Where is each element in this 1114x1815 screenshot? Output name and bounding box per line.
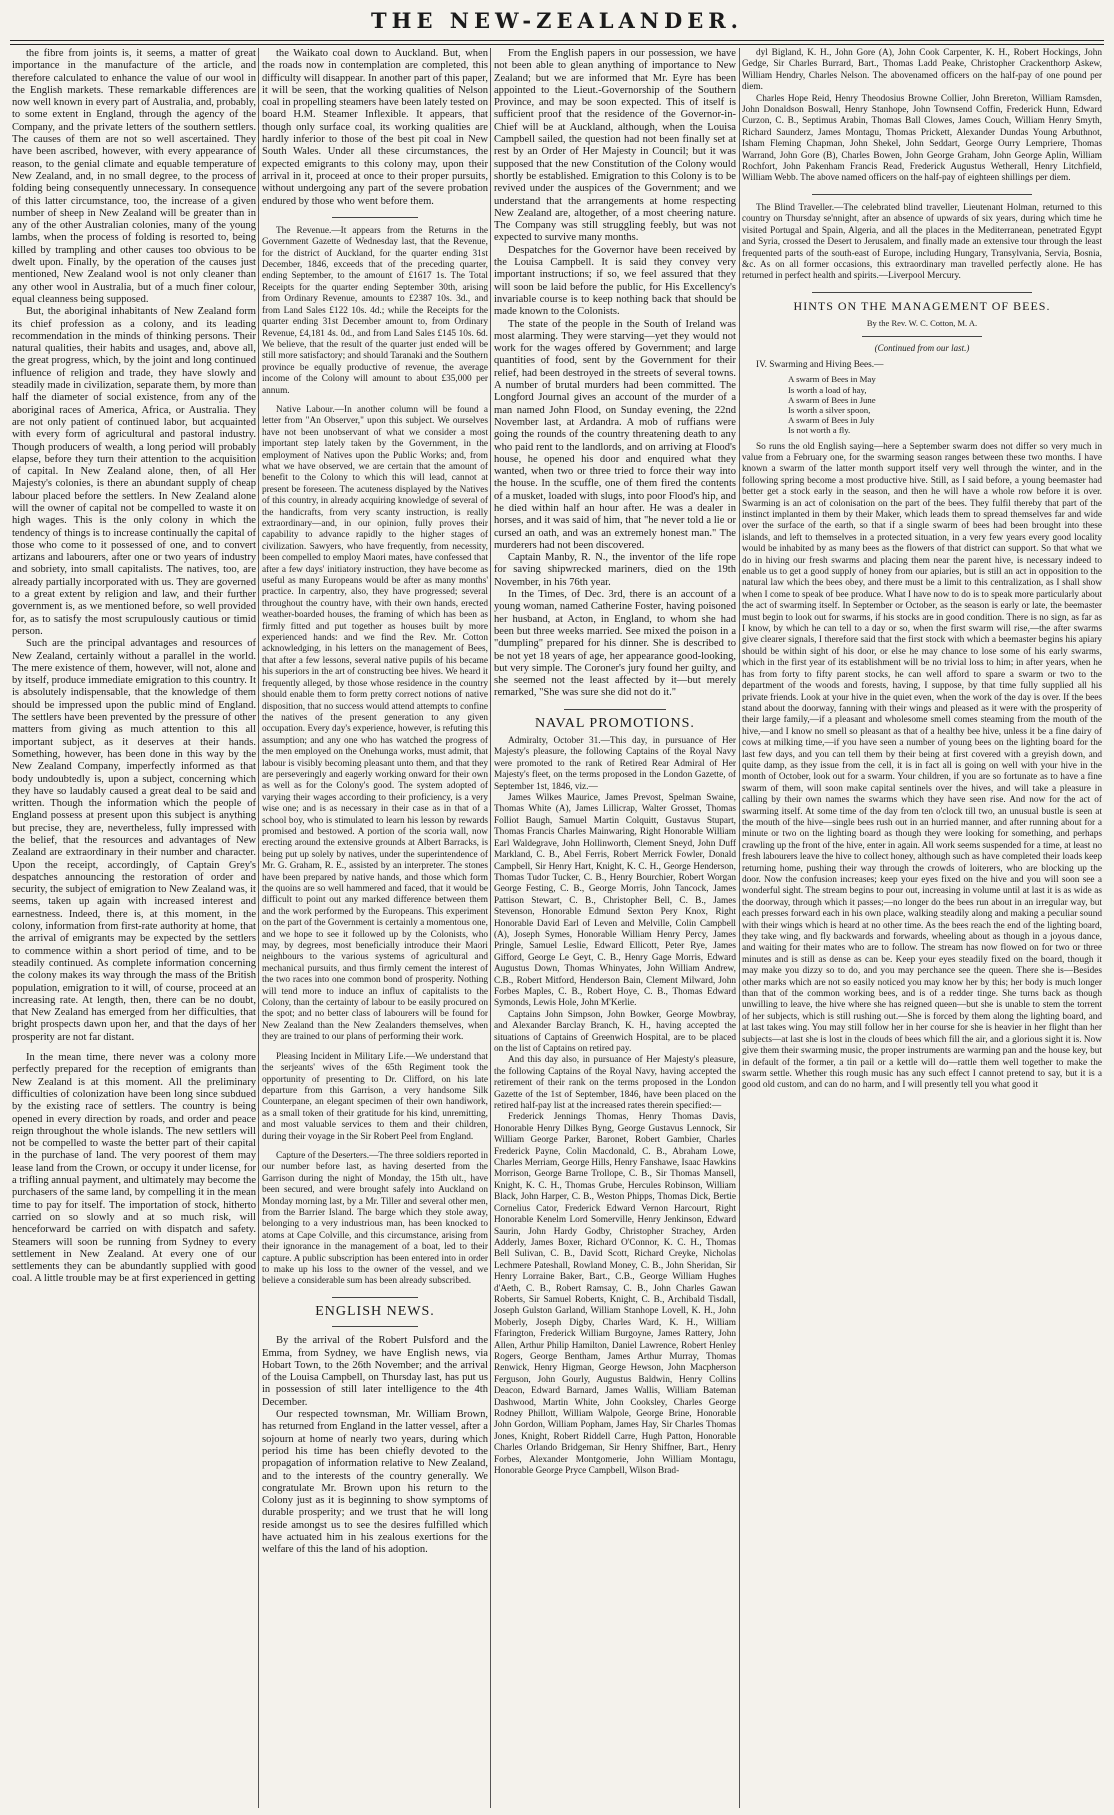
verse-line: A swarm of Bees in May <box>788 374 876 385</box>
english-news-heading: ENGLISH NEWS. <box>315 1303 435 1319</box>
article-paragraph: Our respected townsman, Mr. William Brown, has returned from England in the latter vessel, after a sojourn at home of nearly two years, during which period his time has been chiefly devoted to the propagation of information relative to New Zealand, and to the interests of the country generally. We congratulate Mr. Brown upon his return to the Colony just as it is beginning to show symptoms of durable prosperity; and we trust that he will long reside amongst us to see the desires fulfilled which have actuated him in his zealous exertions for the welfare of this the land of his adoption. <box>262 1409 488 1556</box>
spacer <box>262 397 488 405</box>
officer-list: dyl Bigland, K. H., John Gore (A), John Cook Carpenter, K. H., Robert Hockings, John Gedge, Sir Charles Burrard, Bart., Thomas Ladd Peake, Christopher Crackenthorp Askew, William Hendry, Charles Nelson. The abovenamed officers on the half-pay of one pound per diem. <box>742 48 1102 93</box>
column-divider <box>258 48 259 1808</box>
article-paragraph: But, the aboriginal inhabitants of New Zealand form its chief profession as a colony, and its leading recommendation in the minds of thinking persons. Their natural qualities, their habits and usages, and, above all, the great progress, which, by the joint and long continued influence of religion and trade, they have slowly and steadily made in civilization, separate them, by more than half the diameter of social existence, from any of the aboriginal races of America, Africa, or Australia. They are not only patient of continued labor, but acquainted with every form of agricultural and pastoral industry. Though producers of wealth, a long period will probably elapse, before they turn their attention to the acquisition of capital. In New Zealand alone, then, of all Her Majesty's colonies, is there an abundant supply of cheap labour placed before the settlers. In New Zealand alone will the owner of capital not be compelled to waste it on high wages. This is the only colony in which the tendency of things is to increase continually the capital of those who come to it possessed of one, and to convert artizans and labourers, after one or two years of industry and sobriety, into small capitalists. The natives, too, are already partially incorporated with us. They are governed to a great extent by religion and law, and their further government is, as we mentioned before, so well provided for, as to satisfy the most scrupulously cautious or timid person. <box>12 306 256 637</box>
section-rule <box>332 1326 418 1327</box>
military-incident-item: Pleasing Incident in Military Life.—We understand that the serjeants' wives of the 65th Regiment took the opportunity of presenting to Dr. Clifford, on his late departure from this Garrison, a very handsome Silk Counterpane, an elegant specimen of their own handiwork, as a small token of their gratitude for his kind, unremitting, and most valuable services to them and their children, during their voyage in the Sir Robert Peel from England. <box>262 1051 488 1142</box>
masthead: THE NEW-ZEALANDER. <box>370 8 743 33</box>
article-paragraph: So runs the old English saying—here a September swarm does not differ so very much in value from a February one, for the swarming season ranges between these two months. I have known a swarm of the latter month support itself very well through the winter, and in the following spring become a most productive hive. Still, as I said before, a young beemaster had better get a stock early in the season, and then he will have a whole row before it is over. Swarming is an act of colonisation on the part of the bees. They fulfil thereby that part of the instinct implanted in them by their Maker, which leads them to spread themselves far and wide over the surface of the earth, so that if a single swarm of bees had been brought into these islands, and left to themselves in a protected situation, in a very few years every good locality would be inhabited by as many bees as the flowers of that district can support. So that what we do in hiving our fresh swarms and placing them near the parent hive, is necessary indeed to enable us to get a good supply of honey from our apiaries, but is still an act in opposition to the natural law which the bees obey, and there must be a limit to this centralization, as I shall show when I come to speak of bee produce. What I have now to do is to speak more particularly about the act of swarming itself. In September or October, as the season is early or late, the beemaster must begin to look out for swarms, if his stocks are in good condition. There is no sign, as far as I know, by which he can tell to a day or so, when the first swarm will rise,—the after swarms give clearer signals, I therefore said that the first stock with which a beemaster begins his apiary should be within sight of his door, or else he may chance to lose some of his early swarms, which in the first year of its establishment will be no trivial loss to him; in after years, when he has from forty to fifty parent stocks, he can well afford to spare a swarm or two to the department of the woods and forests, having, I suppose, by that time fully supplied all his private friends. Look at your hive in the quiet even, when the work of the day is over. If the bees stand about the doorway, fanning with their wings and pleased as it were with the prosperity of their large family,—if a pleasant and wholesome smell comes steaming from the mouth of the hive,—and I know no smell so pleasant as that of a healthy bee hive, unless it be a fine dairy of cows at milking time,—if you have seen a number of young bees on the lighting board for the last few days, and you can tell them by their being at first covered with a greyish down, and quite damp, as they issue from the cell, it is in fact all is going on well with your hive in the month of October, look out for a swarm. Your children, if you are so fortunate as to have a fine swarm of them, will soon make capital sentinels over the hives, and will take a pleasure in calling by their own names the swarms which they have seen rise. And now for the act of swarming itself. At some time of the day from ten o'clock till two, an unusual bustle is seen at the mouth of the hive—single bees rush out in an hurried manner, and after running about for a minute or two on the lighting board as though they were looking for something, and perhaps crawling up the front of the hive, enter in again. All work seems suspended for a time, at least no fresh labourers leave the hive to collect honey, although such as have completed their loads keep returning home, pushing their way through the crowds of loiterers, who are blocking up the door. Now the confusion increases; keep your eyes fixed on the hive and you will soon see a wonderful sight. The stream begins to pour out, increasing in volume until at last it is as wide as the doorway, through which it passes;—no longer do the bees run about in an irregular way, but each presses forward each in his own place, walking steadily along and making a peculiar sound with their wings which is heard at no other time. As the bees reach the end of the lighting board, they take wing, and fly backwards and forwards, wheeling about as though in a joyous dance, and waiting for their mates who are to follow. The stream has now flowed on for two or three minutes and is still as dense as can be. Keep your eyes steadily fixed on the board, though it may make you dizzy so to do, and you may perchance see the queen. There she is—Besides other marks which are not so easily noticed you may know her by this; her body is much longer than that of the common working bees, and is of a redder tinge. She turns back as though unwilling to leave, the hive where she has reigned queen—but she is unable to stem the torrent of her subjects, which is still rushing out.—She is forced by them along the lighting board, and at last takes wing. You may still follow her in her course for she is heavier in her flight than her subjects—at last she is lost in the clouds of bees which fill the air, and a glorious sight it is. Now give them their swarming music, the proper instruments are warming pan and the house key, but in default of the former, a tin pail or a kettle will do—rattle them well together to make the swarm settle. Whether this rough music has any such effect I cannot pretend to say, but it is a good old custom, and can do no harm, and I will presently tell you what good it <box>742 441 1102 1091</box>
bees-heading: HINTS ON THE MANAGEMENT OF BEES. <box>793 298 1051 313</box>
section-rule <box>332 217 418 218</box>
column-1 <box>12 48 256 1808</box>
verse-line: Is not worth a fly. <box>788 425 851 436</box>
officer-list: James Wilkes Maurice, James Prevost, Spelman Swaine, Thomas White (A), James Lillicrap, Walter Grosset, Thomas Folliot Baugh, Samuel Martin Colquitt, Gustavus Stupart, Thomas Francis Charles Mainwaring, Right Honorable William Earl Waldegrave, John Hollinworth, Clement Sneyd, John Duff Markland, C. B., Abel Ferris, Robert Merrick Fowler, Donald Campbell, Sir Henry Hart, Knight, K. C. H., George Henderson, Thomas Tudor Tucker, C. B., Henry Bourchier, Robert Worgan George Festing, C. B., George Morris, John Tancock, James Pattison Stewart, C. B., Christopher Bell, C. B., James Stevenson, Honorable Edmund Sexton Pery Knox, Right Honorable David Earl of Leven and Melville, Colin Campbell (A), Joseph Symes, Honorable William Henry Percy, James Pringle, Samuel Leslie, Edward Ellicott, Peter Rye, James Gifford, George Le Geyt, C. B., Henry Gage Morris, Edward Augustus Down, Thomas Whinyates, John William Andrew, C.B., Robert Mitford, Henderson Bain, Clement Milward, John Forbes Maples, C. B., Robert Hoye, C. B., Thomas Edward Symonds, Lewis Hole, John M'Kerlie. <box>494 793 736 1009</box>
article-paragraph: the fibre from joints is, it seems, a matter of great importance in the manufacture of the article, and therefore calculated to enhance the value of our wool in the English markets. These remarkable differences are now well known in every part of Australia, and, probably, to some extent in England, through the agency of the Company, and the private letters of the southern settlers. The causes of them are not so well ascertained. They have been ascribed, however, with every appearance of reason, to the genial climate and equable temperature of New Zealand, and, in no small degree, to the process of folding being consequently unnecessary. In consequence of this latter circumstance, too, the increase of a given number of sheep in New Zealand will be greater than in any of the other Australian colonies, many of the young lambs, when the process of folding is resorted to, being killed by trampling and other causes too obvious to be dwelt upon. Finally, by the operation of the causes just mentioned, New Zealand wool is not only cleaner than any other wool in Australia, but of a much finer colour, equal cleanness being supposed. <box>12 48 256 305</box>
article-paragraph: Captain Manby, R. N., the inventor of the life rope for saving shipwrecked mariners, died on the 19th November, in his 76th year. <box>494 552 736 588</box>
column-divider <box>490 48 491 1808</box>
article-paragraph: From the English papers in our possession, we have not been able to glean anything of importance to New Zealand; but we are informed that Mr. Eyre has been appointed to the Lieut.-Governorship of the Southern Province, and may be soon expected. This of itself is sufficient proof that the residence of the Governor-in-Chief will be at Auckland, although, when the Louisa Campbell sailed, the question had not been finally set at rest by an Order of Her Majesty in Council; but it was supposed that the new Constitution of the Colony would shortly be established. Emigration to this Colony is to be revived under the auspices of the Government; and we understand that the arrangements at home respecting New Zealand are, altogether, of a most cheering nature. The Company was still struggling feebly, but was not expected to survive many months. <box>494 48 736 244</box>
column-divider <box>739 48 740 1808</box>
article-paragraph: Despatches for the Governor have been received by the Louisa Campbell. It is said they convey very important instructions; if so, we feel assured that they will soon be laid before the public, for His Excellency's invariable course is to keep nothing back that should be made known to the Colonists. <box>494 244 736 318</box>
column-3 <box>494 48 736 1808</box>
section-rule <box>812 292 1032 293</box>
naval-promotions-heading: NAVAL PROMOTIONS. <box>535 715 695 731</box>
masthead-rule-lower <box>10 44 1104 45</box>
article-paragraph: the Waikato coal down to Auckland. But, when the roads now in contemplation are completed, this difficulty will disappear. In another part of this paper, it will be seen, that the working qualities of Nelson coal in propelling steamers have been lately tested on board H.M. Steamer Inflexible. It appears, that though only surface coal, its working qualities are hardly inferior to those of the best pit coal in New South Wales. Under all these circumstances, the expected emigrants to this colony may, upon their arrival in it, proceed at once to their proper pursuits, without undergoing any part of the severe probation endured by those who went before them. <box>262 48 488 207</box>
article-paragraph: The state of the people in the South of Ireland was most alarming. They were starving—yet they would not work for the wages offered by Government; and large quantities of food, sent by the Government for their relief, had been destroyed in the streets of several towns. A number of brutal murders had been committed. The Longford Journal gives an account of the murder of a man named John Flood, on Sunday evening, the 22nd November last, at Ardandra. A mob of ruffians were going the rounds of the country threatening death to any who paid rent to the landlords, and on arriving at Flood's house, he opened his door and enquired what they wanted, when two or three tried to force their way into the house. In the scuffle, one of them fired the contents of a musket, loaded with slugs, into poor Flood's hip, and he died within half an hour after. He was a dealer in horses, and it was said of him, that "he never told a lie or cursed an oath, and was an extremely honest man." The murderers had not been discovered. <box>494 318 736 551</box>
article-paragraph: By the arrival of the Robert Pulsford and the Emma, from Sydney, we have English news, via Hobart Town, to the 26th November; and the arrival of the Louisa Campbell, on Thursday last, has put us in possession of still later intelligence to the 4th December. <box>262 1335 488 1408</box>
section-title: IV. Swarming and Hiving Bees.— <box>756 359 884 370</box>
article-paragraph: Admiralty, October 31.—This day, in pursuance of Her Majesty's pleasure, the following Captains of the Royal Navy were promoted to the rank of Retired Rear Admiral of Her Majesty's fleet, on the terms proposed in the London Gazette, of September 1st, 1846, viz.— <box>494 736 736 792</box>
blind-traveller-item: The Blind Traveller.—The celebrated blind traveller, Lieutenant Holman, returned to this country on Thursday se'nnight, after an absence of upwards of six years, during which time he visited Portugal and Spain, Algeria, and all the places in the Mediterranean, penetrated Egypt and Syria, crossed the Desert to Jerusalem, and finally made an extensive tour through the least frequented parts of the south-east of Europe, including Hungary, Transylvania, Servia, Bosnia, &c. As on all former occasions, this extraordinary man travelled perfectly alone. He has returned in perfect health and spirits.—Liverpool Mercury. <box>742 202 1102 282</box>
verse <box>788 374 1102 435</box>
verse-line: A swarm of Bees in July <box>788 415 875 426</box>
officer-list: Charles Hope Reid, Henry Theodosius Browne Collier, John Brereton, William Ramsden, John Donaldson Boswall, Henry Stanhope, John Townsend Coffin, Frederick Hunn, Edward Curzon, C. B., Septimus Arabin, Thomas Ball Clowes, James Couch, William Henry Smyth, Richard Saunderz, James Montagu, Thomas Prickett, Alexander Dundas Young Arbuthnot, Isham Fleming Chapman, John Shekel, John Seddart, George Ourry Lempriere, Thomas Warrand, John Gore (B), Charles Bowen, John George Graham, John George Aplin, William Rochfort, John Pakenham Francis Read, Frederick Augustus Wetherall, Henry Litchfield, William Webb. The above named officers on the half-pay of eighteen shillings per diem. <box>742 93 1102 184</box>
verse-line: Is worth a silver spoon, <box>788 404 871 415</box>
article-paragraph: In the Times, of Dec. 3rd, there is an account of a young woman, named Catherine Foster, having poisoned her husband, at Acton, in England, to whom she had been but three weeks married. See mixed the poison in a "dumpling" prepared for his dinner. She is described to be not yet 18 years of age, her appearance good-looking, but very simple. The Coroner's jury found her guilty, and she seemed not the least affected by it—but merely remarked, "She was sure she did not do it." <box>494 589 736 699</box>
article-paragraph: Such are the principal advantages and resources of New Zealand, certainly without a parallel in the world. The mere existence of them, however, will not, alone and by itself, produce immediate emigration to this country. It is absolutely indispensable, that the knowledge of them should be impressed upon the public mind of England. The settlers have been prevented by the pressure of other matters from giving as much attention to this all important subject, as it deserves at their hands. Something, however, has been done in this way by the New Zealand Company, imperfectly informed as that body undoubtedly is, upon a subject, concerning which they have so laudably caused a great deal to be said and written. Though the information which the people of England possess at present upon this subject is anything but precise, they are, nevertheless, fully impressed with the belief, that the resources and advantages of New Zealand are extraordinary in their number and character. Upon the receipt, accordingly, of Captain Grey's despatches announcing the restoration of order and security, the subject of emigration to New Zealand was, it seems, taken up again with increased interest and earnestness. Indeed, there is, at this moment, in the colony, information from first-rate authority at home, that the arrival of emigrants may be expected by the settlers to commence within a short period of time, and to be steadily continued. As complete information concerning the colony makes its way through the mass of the British population, emigration to it will, of course, proceed at an increasing rate. At length, then, there can be no doubt, that New Zealand has emerged from her difficulties, that bright prospects dawn upon her, and that the days of her prosperity are not far distant. <box>12 638 256 1043</box>
column-4 <box>742 48 1102 1808</box>
article-paragraph: In the mean time, there never was a colony more perfectly prepared for the reception of emigrants than New Zealand is at this moment. All the preliminary difficulties of colonization have been long since subdued by the existing race of settlers. The country is being opened in every direction by roads, and order and peace reign throughout the whole islands. The new settlers will not be compelled to waste the better part of their capital in the purchase of land. The very poorest of them may lease land from the Crown, or occupy it under license, for a trifling annual payment, and ultimately may become the purchasers of the same land, by compelling it in the mean time to pay for itself. The importation of stock, hitherto carried on so slowly and at so much risk, will henceforward be carried on with dispatch and safety. Steamers will soon be running from Sydney to every settlement in New Zealand. At every one of our settlements they can be abundantly supplied with good coal. A little trouble may be at first experienced in getting <box>12 1052 256 1285</box>
verse-line: Is worth a load of hay, <box>788 384 867 395</box>
column-2 <box>262 48 488 1808</box>
spacer <box>262 1143 488 1151</box>
spacer <box>12 1044 256 1052</box>
verse-line: A swarm of Bees in June <box>788 394 876 405</box>
officer-list: Frederick Jennings Thomas, Henry Thomas Davis, Honorable Henry Dilkes Byng, George Gustavus Lennock, Sir William George Parker, Baronet, Robert Gambier, Charles Frederick Payne, Colin Macdonald, C. B., Abraham Lowe, Charles Merriam, George Hills, Henry Fanshawe, Isaac Hawkins Morrison, George Barne Trollope, C. B., Sir Thomas Mansell, Knight, K. C. H., Thomas Grube, Hercules Robinson, William Black, John Harper, C. B., Weston Phipps, Thomas Dick, Bertie Cornelius Cator, Frederick Edward Vernon Harcourt, Right Honorable Kenelm Lord Somerville, Henry Jenkinson, Edward Saurin, John Hardy Godby, Christopher Strachey, Arden Adderly, James Boxer, Richard O'Connor, K. C. H., Thomas Bell Sulivan, C. B., David Scott, Richard Creyke, Nicholas Lechmere Pateshall, Rowland Money, C. B., John Sheridan, Sir Henry Lorraine Baker, Bart., C.B., George William Hughes d'Aeth, C. B., Robert Ramsay, C. B., John Charles Gawan Roberts, Sir Samuel Roberts, Knight, C. B., Archibald Tisdall, Joseph Gulston Garland, William Stanhope Lovell, K. H., John Moberly, Joseph Digby, Charles Ward, K. H., William Ffarington, Frederick William Burgoyne, James Rattery, John Allen, Arthur Philip Hamilton, Daniel Lawrence, Robert Henley Rogers, George Bentham, James Arthur Murray, Thomas Renwick, Henry Higman, George Hewson, John Macpherson Ferguson, John Gourly, Augustus Baldwin, Henry Collins Deacon, Edward Barnard, James Wallis, William Bateman Dashwood, Martin White, John Cooksley, Charles George Rodney Phillott, William Walpole, George Brine, Honorable John Gordon, William Popham, James Hay, Sir Charles Thomas Jones, Knight, Robert Riddell Carre, Hugh Patton, Honorable Charles Orlando Bridgeman, Sir Henry Shiffner, Bart., Henry Forbes, Alexander Montgomerie, John William Montagu, Honorable George Pryce Campbell, Wilson Brad- <box>494 1112 736 1477</box>
section-rule <box>812 194 1032 195</box>
article-paragraph: Captains John Simpson, John Bowker, George Mowbray, and Alexander Barclay Branch, K. H., having accepted the situations of Captains of Greenwich Hospital, are to be placed on the list of Captains on retired pay. <box>494 1009 736 1054</box>
revenue-item: The Revenue.—It appears from the Returns in the Government Gazette of Wednesday last, that the Revenue, for the district of Auckland, for the quarter ending 31st December, 1846, exceeds that of the preceding quarter, ending September, to the amount of £1617 1s. The Total Receipts for the quarter ending September 30th, arising from Ordinary Revenue, amounts to £2387 10s. 3d., and from Land Sales £122 10s. 4d.; while the Receipts for the quarter ending 31st December amount to, from Ordinary Revenue, £4,181 4s. 0d., and from Land Sales £145 10s. 6d. We believe, that the result of the quarter just ended will be still more satisfactory; and should Taranaki and the Southern province be equally productive of revenue, the average income of the Colony will amount to about £35,000 per annum. <box>262 225 488 396</box>
section-rule <box>332 1297 418 1298</box>
continued-note: (Continued from our last.) <box>874 342 970 353</box>
article-paragraph: And this day also, in pursuance of Her Majesty's pleasure, the following Captains of the Royal Navy, having accepted the retirement of their rank on the terms proposed in the London Gazette of the 1st of September, 1846, have been placed on the retired half-pay list at the increased rates therein specified:— <box>494 1055 736 1112</box>
section-rule <box>564 709 666 710</box>
byline: By the Rev. W. C. Cotton, M. A. <box>866 318 978 329</box>
native-labour-item: Native Labour.—In another column will be found a letter from "An Observer," upon this subject. We ourselves have not been unobservant of what we consider a most important step lately taken by the Government, in the employment of Natives upon the Public Works; and, from what we have observed, we are certain that the amount of benefit to the Colony to which this will lead, cannot at present be foreseen. The acuteness displayed by the Natives of this country, in already acquiring knowledge of several of the handicrafts, from very scanty instruction, is really extraordinary—and, in our opinion, fully proves their capability to advance rapidly to the higher stages of civilization. Sawyers, who have frequently, from necessity, been compelled to employ Maori mates, have confessed that after a few days' initiatory instruction, they have become as useful as many Europeans would be after as many months' practice. In carpentry, also, they have progressed; several throughout the country have, with their own hands, erected weather-boarded houses, the framing of which has been as firmly fitted and put together as houses built by more experienced hands: and we find the Rev. Mr. Cotton acknowledging, in his letters on the management of Bees, that after a few lessons, several native pupils of his became his superiors in the art of constructing bee hives. We heard it frequently alleged, by those whose residence in the country should enable them to form pretty correct notions of native disposition, that no success would attend attempts to confine the natives of the present generation to any given occupation. Every day's experience, however, is refuting this assumption; and any one who has watched the progress of the men employed on the Onehunga works, must admit, that labour is visibly becoming pleasant unto them, and that they are perseveringly and eagerly working onward for their own as well as for the Colony's good. The system adopted of varying their wages according to their proficiency, is a very wise one; and is as necessary in their case as in that of a school boy, who is stimulated to learn his lesson by rewards promised and bestowed. A portion of the scoria wall, now erecting around the extensive grounds at Albert Barracks, is being put up solely by natives, under the superintendence of Mr. G. Graham, R. E., assisted by an interpreter. The stones have been prepared by native hands, and those which form the quoins are so well hammered and faced, that it would be difficult to point out any marked difference between them and the work performed by the Europeans. This experiment on the part of the Government is certainly a momentous one, and we hope to see it followed up by the Colonists, who may, by degrees, most beneficially introduce their Maori neighbours to the various systems of agricultural and mechanical pursuits, and thus firmly cement the interest of the two races into one common bond of prosperity. Nothing will tend more to induce an influx of capitalists to the Colony, than the certainty of labour to be easily procured on the spot; and no better class of labourers will be found for New Zealand than the New Zealanders themselves, when they are trained to our plans of performing their work. <box>262 404 488 1043</box>
deserters-item: Capture of the Deserters.—The three soldiers reported in our number before last, as having deserted from the Garrison during the night of Monday, the 15th ult., have been secured, and were brought safely into Auckland on Monday morning last, by a Mr. Tiller and several other men, from the Barrier Island. The barge which they stole away, belonging to a very industrious man, has been knocked to atoms at Cape Colville, and this circumstance, arising from their ignorance in the management of a boat, led to their capture. A public subscription has been entered into in order to make up his loss to the owner of the vessel, and we believe a considerable sum has been already subscribed. <box>262 1150 488 1287</box>
spacer <box>262 1044 488 1052</box>
section-rule <box>862 336 982 337</box>
masthead-rule <box>10 40 1104 41</box>
